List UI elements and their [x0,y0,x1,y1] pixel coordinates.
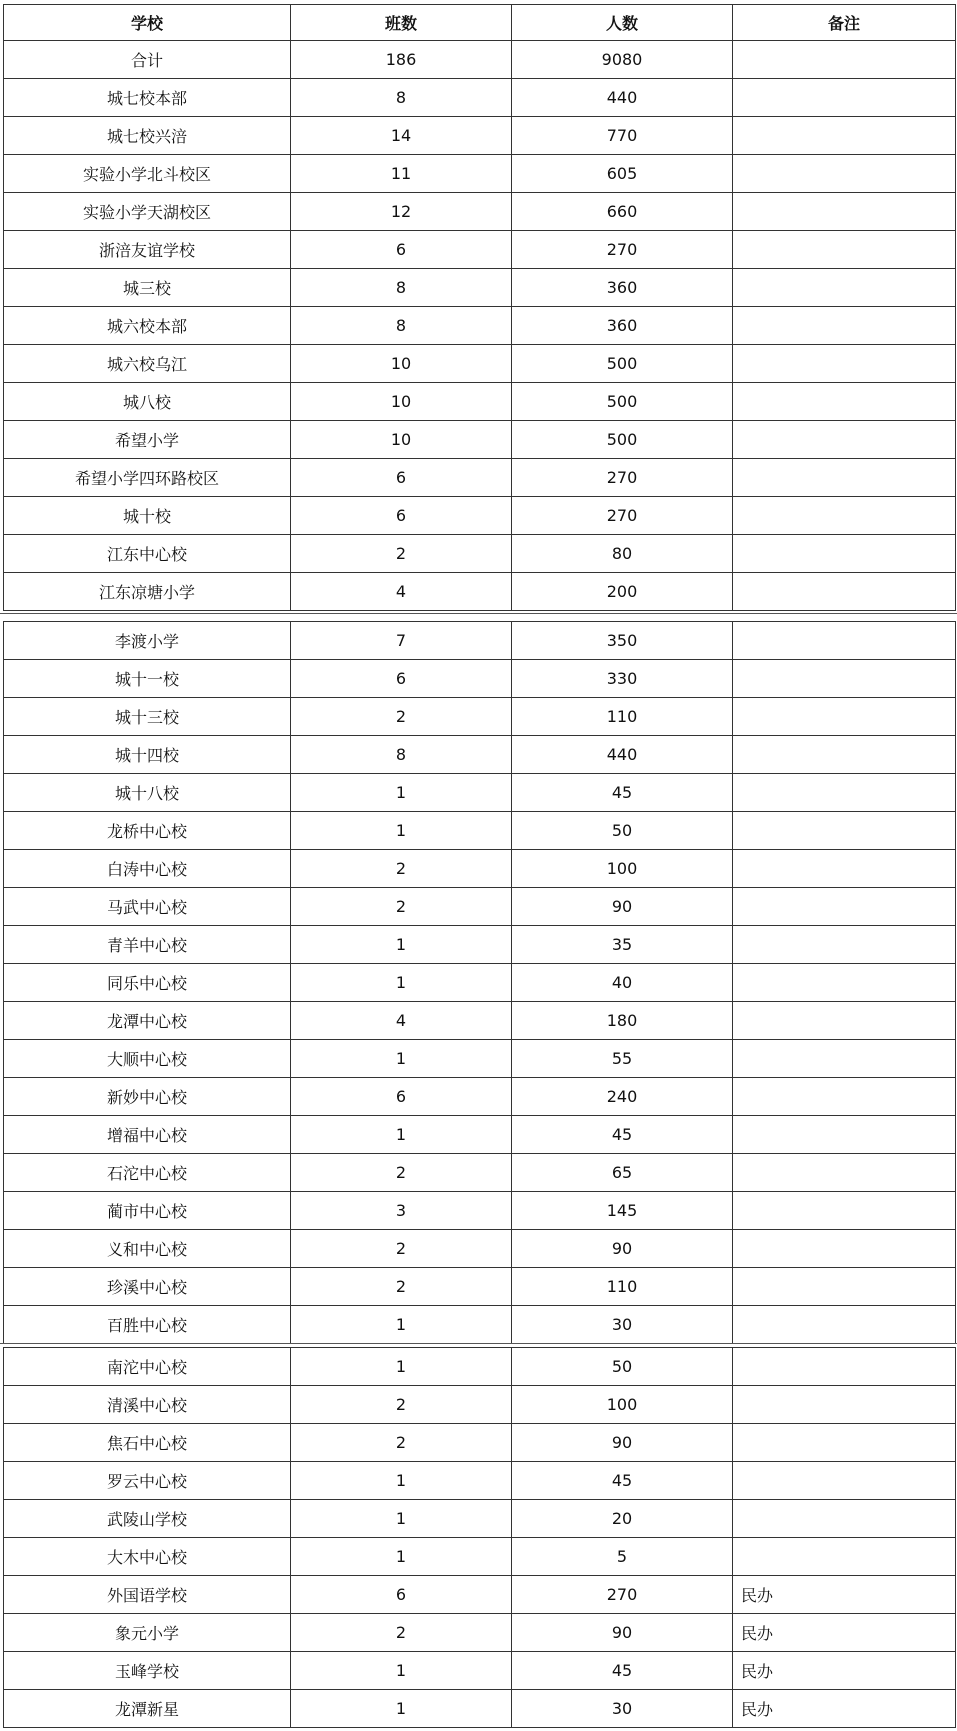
school-name-cell: 青羊中心校 [4,926,291,964]
class-count-cell: 2 [291,1268,512,1306]
school-name-cell: 白涛中心校 [4,850,291,888]
student-count-cell: 50 [512,812,733,850]
note-cell [733,736,956,774]
school-name-cell: 合计 [4,41,291,79]
note-cell [733,622,956,660]
table-row [4,698,956,736]
school-name-cell: 象元小学 [4,1614,291,1652]
note-cell [733,1268,956,1306]
note-cell [733,421,956,459]
school-name-cell: 城六校乌江 [4,345,291,383]
student-count-cell: 500 [512,421,733,459]
note-cell [733,812,956,850]
school-name-cell: 实验小学天湖校区 [4,193,291,231]
note-cell [733,1230,956,1268]
header-school: 学校 [4,5,291,41]
note-cell [733,345,956,383]
student-count-cell: 50 [512,1348,733,1386]
student-count-cell: 270 [512,497,733,535]
class-count-cell: 6 [291,231,512,269]
student-count-cell: 45 [512,1652,733,1690]
note-cell [733,117,956,155]
note-cell [733,269,956,307]
student-count-cell: 180 [512,1002,733,1040]
class-count-cell: 12 [291,193,512,231]
table-row [4,1040,956,1078]
class-count-cell: 2 [291,698,512,736]
note-cell [733,1424,956,1462]
note-cell [733,1154,956,1192]
class-count-cell: 2 [291,1424,512,1462]
table-row [4,1116,956,1154]
note-cell [733,1306,956,1344]
school-name-cell: 龙桥中心校 [4,812,291,850]
header-notes: 备注 [733,5,956,41]
school-name-cell: 龙潭中心校 [4,1002,291,1040]
table-row [4,926,956,964]
total-row [4,41,956,79]
table-row [4,421,956,459]
student-count-cell: 500 [512,345,733,383]
student-count-cell: 5 [512,1538,733,1576]
student-count-cell: 440 [512,79,733,117]
school-name-cell: 珍溪中心校 [4,1268,291,1306]
school-name-cell: 城八校 [4,383,291,421]
page-break-divider [0,1343,957,1344]
note-cell [733,79,956,117]
student-count-cell: 360 [512,269,733,307]
class-count-cell: 7 [291,622,512,660]
class-count-cell: 1 [291,1690,512,1728]
note-cell [733,459,956,497]
class-count-cell: 1 [291,812,512,850]
student-count-cell: 55 [512,1040,733,1078]
school-table-part-2 [3,621,956,1344]
school-name-cell: 义和中心校 [4,1230,291,1268]
class-count-cell: 8 [291,307,512,345]
note-cell [733,926,956,964]
school-name-cell: 大顺中心校 [4,1040,291,1078]
table-row [4,1614,956,1652]
table-row [4,1002,956,1040]
school-name-cell: 外国语学校 [4,1576,291,1614]
note-cell [733,660,956,698]
school-name-cell: 同乐中心校 [4,964,291,1002]
class-count-cell: 1 [291,774,512,812]
class-count-cell: 1 [291,1652,512,1690]
school-name-cell: 城六校本部 [4,307,291,345]
school-name-cell: 城七校兴涪 [4,117,291,155]
class-count-cell: 8 [291,269,512,307]
student-count-cell: 90 [512,1230,733,1268]
student-count-cell: 45 [512,774,733,812]
table-row [4,307,956,345]
student-count-cell: 270 [512,1576,733,1614]
note-cell [733,964,956,1002]
student-count-cell: 90 [512,1614,733,1652]
class-count-cell: 2 [291,888,512,926]
student-count-cell: 660 [512,193,733,231]
school-name-cell: 江东中心校 [4,535,291,573]
school-name-cell: 希望小学四环路校区 [4,459,291,497]
note-cell [733,41,956,79]
note-cell [733,850,956,888]
school-name-cell: 清溪中心校 [4,1386,291,1424]
note-cell [733,1078,956,1116]
class-count-cell: 6 [291,660,512,698]
table-row [4,1192,956,1230]
class-count-cell: 2 [291,535,512,573]
note-cell [733,573,956,611]
student-count-cell: 110 [512,1268,733,1306]
table-row [4,1348,956,1386]
table-row [4,269,956,307]
class-count-cell: 1 [291,1462,512,1500]
table-row [4,231,956,269]
class-count-cell: 6 [291,459,512,497]
school-name-cell: 城三校 [4,269,291,307]
table-row [4,736,956,774]
note-cell [733,1386,956,1424]
class-count-cell: 1 [291,1116,512,1154]
student-count-cell: 80 [512,535,733,573]
table-row [4,812,956,850]
student-count-cell: 45 [512,1116,733,1154]
class-count-cell: 3 [291,1192,512,1230]
table-row [4,850,956,888]
table-row [4,79,956,117]
table-row [4,117,956,155]
class-count-cell: 11 [291,155,512,193]
school-name-cell: 罗云中心校 [4,1462,291,1500]
table-row [4,383,956,421]
student-count-cell: 30 [512,1306,733,1344]
table-row [4,155,956,193]
class-count-cell: 1 [291,1500,512,1538]
school-name-cell: 马武中心校 [4,888,291,926]
table-row [4,1424,956,1462]
table-row [4,1576,956,1614]
note-cell [733,383,956,421]
class-count-cell: 2 [291,1614,512,1652]
header-row [4,5,956,41]
table-row [4,888,956,926]
class-count-cell: 4 [291,573,512,611]
school-name-cell: 城十四校 [4,736,291,774]
school-name-cell: 李渡小学 [4,622,291,660]
class-count-cell: 2 [291,1386,512,1424]
school-name-cell: 城七校本部 [4,79,291,117]
class-count-cell: 6 [291,1576,512,1614]
table-row [4,622,956,660]
class-count-cell: 1 [291,1040,512,1078]
table-row [4,193,956,231]
note-cell: 民办 [733,1690,956,1728]
school-name-cell: 武陵山学校 [4,1500,291,1538]
table-row [4,1462,956,1500]
class-count-cell: 14 [291,117,512,155]
table-row [4,1386,956,1424]
class-count-cell: 1 [291,1306,512,1344]
school-name-cell: 城十一校 [4,660,291,698]
table-row [4,497,956,535]
class-count-cell: 2 [291,1154,512,1192]
student-count-cell: 360 [512,307,733,345]
student-count-cell: 240 [512,1078,733,1116]
note-cell [733,1040,956,1078]
table-row [4,1306,956,1344]
school-name-cell: 百胜中心校 [4,1306,291,1344]
student-count-cell: 45 [512,1462,733,1500]
note-cell [733,774,956,812]
table-row [4,1538,956,1576]
student-count-cell: 40 [512,964,733,1002]
school-name-cell: 南沱中心校 [4,1348,291,1386]
table-row [4,1154,956,1192]
student-count-cell: 330 [512,660,733,698]
table-row [4,459,956,497]
student-count-cell: 110 [512,698,733,736]
school-name-cell: 实验小学北斗校区 [4,155,291,193]
note-cell [733,698,956,736]
school-name-cell: 大木中心校 [4,1538,291,1576]
student-count-cell: 9080 [512,41,733,79]
note-cell [733,155,956,193]
table-row [4,1690,956,1728]
school-name-cell: 焦石中心校 [4,1424,291,1462]
class-count-cell: 1 [291,964,512,1002]
note-cell [733,497,956,535]
class-count-cell: 1 [291,1538,512,1576]
student-count-cell: 30 [512,1690,733,1728]
page-break-divider [0,613,957,614]
school-table-part-1 [3,4,956,611]
table-row [4,345,956,383]
class-count-cell: 10 [291,421,512,459]
note-cell [733,1538,956,1576]
note-cell [733,307,956,345]
class-count-cell: 1 [291,926,512,964]
school-name-cell: 希望小学 [4,421,291,459]
student-count-cell: 90 [512,1424,733,1462]
student-count-cell: 770 [512,117,733,155]
note-cell [733,1002,956,1040]
note-cell [733,888,956,926]
class-count-cell: 4 [291,1002,512,1040]
table-row [4,1500,956,1538]
student-count-cell: 440 [512,736,733,774]
class-count-cell: 2 [291,1230,512,1268]
note-cell [733,1192,956,1230]
class-count-cell: 8 [291,736,512,774]
table-row [4,1078,956,1116]
table-row [4,660,956,698]
school-name-cell: 城十八校 [4,774,291,812]
note-cell [733,1348,956,1386]
class-count-cell: 186 [291,41,512,79]
header-students: 人数 [512,5,733,41]
student-count-cell: 90 [512,888,733,926]
student-count-cell: 100 [512,1386,733,1424]
table-row [4,1652,956,1690]
student-count-cell: 200 [512,573,733,611]
school-table-part-3 [3,1347,956,1728]
school-name-cell: 江东凉塘小学 [4,573,291,611]
class-count-cell: 2 [291,850,512,888]
school-name-cell: 增福中心校 [4,1116,291,1154]
table-row [4,1230,956,1268]
student-count-cell: 65 [512,1154,733,1192]
school-name-cell: 石沱中心校 [4,1154,291,1192]
student-count-cell: 145 [512,1192,733,1230]
note-cell: 民办 [733,1652,956,1690]
table-row [4,535,956,573]
student-count-cell: 270 [512,459,733,497]
class-count-cell: 8 [291,79,512,117]
student-count-cell: 270 [512,231,733,269]
school-name-cell: 新妙中心校 [4,1078,291,1116]
school-name-cell: 蔺市中心校 [4,1192,291,1230]
school-name-cell: 玉峰学校 [4,1652,291,1690]
table-row [4,1268,956,1306]
note-cell: 民办 [733,1576,956,1614]
class-count-cell: 10 [291,345,512,383]
note-cell: 民办 [733,1614,956,1652]
class-count-cell: 1 [291,1348,512,1386]
table-row [4,964,956,1002]
student-count-cell: 35 [512,926,733,964]
student-count-cell: 100 [512,850,733,888]
note-cell [733,1500,956,1538]
class-count-cell: 6 [291,497,512,535]
table-row [4,573,956,611]
class-count-cell: 10 [291,383,512,421]
class-count-cell: 6 [291,1078,512,1116]
note-cell [733,193,956,231]
school-name-cell: 龙潭新星 [4,1690,291,1728]
table-row [4,774,956,812]
school-name-cell: 城十校 [4,497,291,535]
note-cell [733,1462,956,1500]
student-count-cell: 350 [512,622,733,660]
note-cell [733,231,956,269]
student-count-cell: 500 [512,383,733,421]
student-count-cell: 605 [512,155,733,193]
note-cell [733,1116,956,1154]
school-name-cell: 浙涪友谊学校 [4,231,291,269]
note-cell [733,535,956,573]
header-classes: 班数 [291,5,512,41]
school-name-cell: 城十三校 [4,698,291,736]
student-count-cell: 20 [512,1500,733,1538]
